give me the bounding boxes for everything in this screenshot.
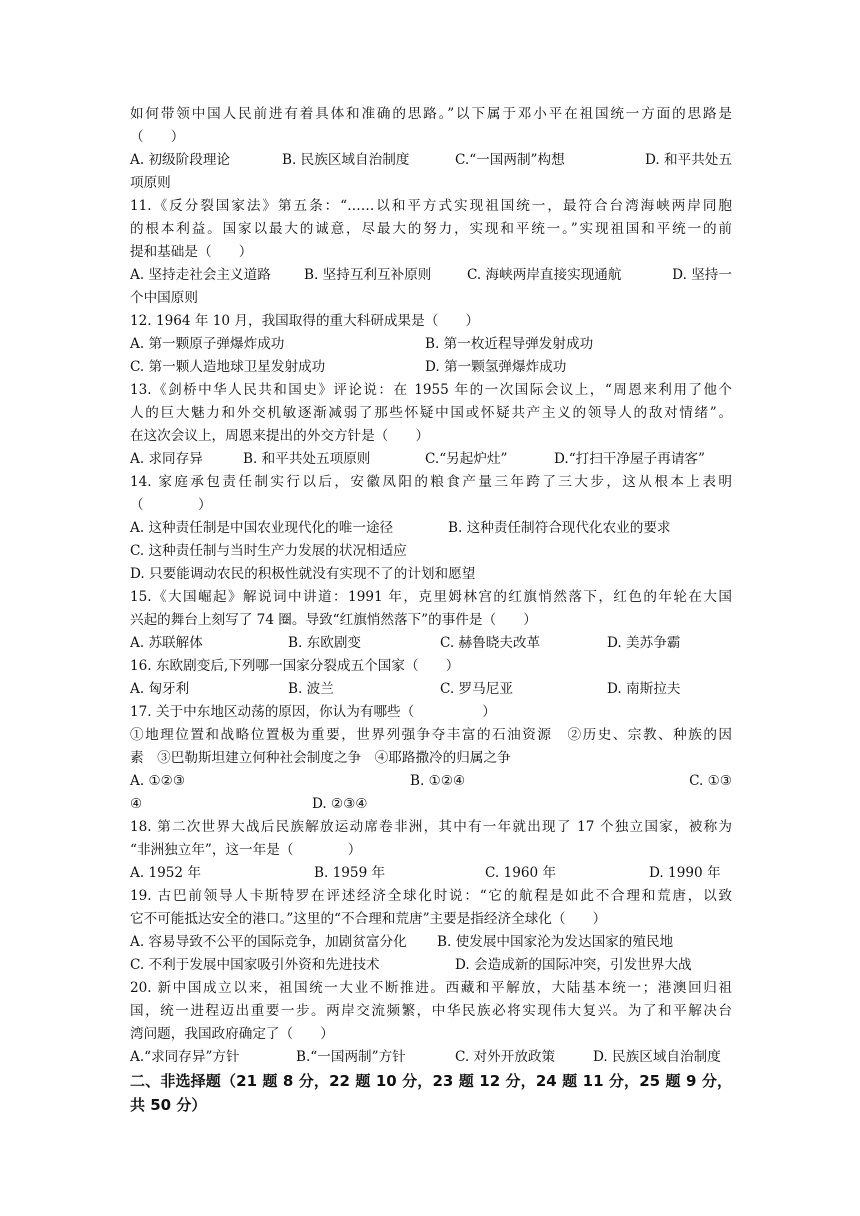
- question-stem-line: 湾问题，我国政府确定了（ ）: [130, 1026, 334, 1042]
- option-d: D. 南斯拉夫: [607, 681, 681, 697]
- option-a: A. 匈牙利: [130, 681, 190, 697]
- question-stem-line: 素 ③巴勒斯坦建立何种社会制度之争 ④耶路撒冷的归属之争: [130, 750, 511, 766]
- option-a: A. 1952 年: [130, 865, 201, 881]
- question-stem-line: 18. 第二次世界大战后民族解放运动席卷非洲，其中有一年就出现了 17 个独立国家，被称为: [130, 819, 732, 835]
- question-12: [130, 310, 732, 379]
- question-stem-line: 15.《大国崛起》解说词中讲道：1991 年，克里姆林宫的红旗悄然落下，红色的年轮在大国: [130, 589, 732, 605]
- question-stem-line: 14. 家庭承包责任制实行以后，安徽凤阳的粮食产量三年跨了三大步，这从根本上表明: [130, 474, 732, 490]
- question-stem-line: 13.《剑桥中华人民共和国史》评论说：在 1955 年的一次国际会议上，“周恩来利用了他个: [130, 382, 732, 398]
- options-row: [130, 264, 732, 287]
- option-b: B. 坚持互利互补原则: [304, 267, 432, 283]
- options-row: [130, 678, 732, 701]
- option-c: C.“另起炉灶”: [425, 451, 508, 467]
- question-stem-line: ①地理位置和战略位置极为重要，世界列强争夺丰富的石油资源 ②历史、宗教、种族的因: [130, 727, 732, 743]
- section-heading-line: 二、非选择题（21 题 8 分，22 题 10 分，23 题 12 分，24 题 11 分，25 题 9 分，: [130, 1072, 732, 1090]
- options-row: [130, 931, 732, 954]
- section-heading: [130, 1070, 732, 1117]
- option-b: B. 1959 年: [314, 865, 386, 881]
- question-16: [130, 655, 732, 701]
- option-c: C. 1960 年: [485, 865, 557, 881]
- options-row: [130, 862, 732, 885]
- question-10: [130, 103, 732, 195]
- option-c: C. 第一颗人造地球卫星发射成功: [130, 359, 326, 375]
- option-b: B. 这种责任制符合现代化农业的要求: [448, 520, 671, 536]
- option-a: A. 坚持走社会主义道路: [130, 267, 271, 283]
- option-c: C. ①③: [689, 773, 732, 789]
- option-c: C. 海峡两岸直接实现通航: [467, 267, 622, 283]
- option-c: C.“一国两制”构想: [455, 152, 565, 168]
- options-row: [130, 149, 732, 172]
- option-b: B. 使发展中国家沦为发达国家的殖民地: [437, 934, 674, 950]
- option-b: B. 东欧剧变: [288, 635, 362, 651]
- option-a: A. 第一颗原子弹爆炸成功: [130, 336, 285, 352]
- option-c: C. 罗马尼亚: [440, 681, 513, 697]
- question-stem-line: 国，统一进程迈出重要一步。两岸交流频繁，中华民族必将实现伟大复兴。为了和平解决台: [130, 1003, 732, 1019]
- option-c: C. 赫鲁晓夫改革: [440, 635, 541, 651]
- option-a: A.“求同存异”方针: [130, 1049, 240, 1065]
- option-b: B. 民族区域自治制度: [282, 152, 410, 168]
- question-stem-line: 兴起的舞台上刻写了 74 圈。导致“红旗悄然落下”的事件是（ ）: [130, 612, 537, 628]
- question-list: [130, 103, 732, 1117]
- question-stem-line: 20. 新中国成立以来，祖国统一大业不断推进。西藏和平解放，大陆基本统一；港澳回归祖: [130, 980, 732, 996]
- options-row: [130, 770, 732, 793]
- question-14: [130, 471, 732, 586]
- option-d: D. 1990 年: [649, 865, 721, 881]
- option-d: D. 和平共处五: [644, 152, 732, 168]
- option-d: D. 只要能调动农民的积极性就没有实现不了的计划和愿望: [130, 566, 476, 582]
- option-a: A. 初级阶段理论: [130, 152, 231, 168]
- option-d: D. 会造成新的国际冲突，引发世界大战: [455, 957, 692, 973]
- option-a: A. 求同存异: [130, 451, 203, 467]
- option-b: B. ①②④: [410, 773, 466, 789]
- question-20: [130, 977, 732, 1069]
- question-19: [130, 885, 732, 977]
- question-stem-line: 在这次会议上，周恩来提出的外交方针是（ ）: [130, 428, 430, 444]
- option-a: A. 这种责任制是中国农业现代化的唯一途径: [130, 520, 394, 536]
- option-d-continued: 个中国原则: [130, 290, 198, 306]
- option-d: D. 第一颗氢弹爆炸成功: [425, 359, 567, 375]
- question-stem-line: 人的巨大魅力和外交机敏逐渐减弱了那些怀疑中国或怀疑共产主义的领导人的敌对情绪”。: [130, 405, 732, 421]
- question-stem-line: “非洲独立年”，这一年是（ ）: [130, 842, 362, 858]
- options-row: [130, 517, 732, 540]
- question-15: [130, 586, 732, 655]
- option-c: C. 对外开放政策: [455, 1049, 556, 1065]
- question-13: [130, 379, 732, 471]
- options-row: [130, 448, 732, 471]
- option-c-continued: ④: [130, 796, 143, 812]
- question-stem-line: 的根本利益。国家以最大的诚意，尽最大的努力，实现和平统一。”实现祖国和平统一的前: [130, 221, 732, 237]
- option-c: C. 不利于发展中国家吸引外资和先进技术: [130, 957, 380, 973]
- option-b: B. 波兰: [288, 681, 334, 697]
- option-b: B. 和平共处五项原则: [243, 451, 371, 467]
- option-d: D. 美苏争霸: [607, 635, 681, 651]
- question-stem-line: 19. 古巴前领导人卡斯特罗在评述经济全球化时说：“它的航程是如此不合理和荒唐，以致: [130, 888, 732, 904]
- options-row: [130, 356, 732, 379]
- option-c: C. 这种责任制与当时生产力发展的状况相适应: [130, 543, 407, 559]
- option-b: B.“一国两制”方针: [296, 1049, 406, 1065]
- question-stem-line: 12. 1964 年 10 月，我国取得的重大科研成果是（ ）: [130, 313, 480, 329]
- question-stem-line: 它不可能抵达安全的港口。”这里的“不合理和荒唐”主要是指经济全球化（ ）: [130, 911, 607, 927]
- option-d: D. 民族区域自治制度: [593, 1049, 721, 1065]
- options-row: [130, 954, 732, 977]
- options-row: [130, 632, 732, 655]
- question-18: [130, 816, 732, 885]
- option-b: B. 第一枚近程导弹发射成功: [425, 336, 594, 352]
- option-d: D. 坚持一: [672, 267, 732, 283]
- option-d-continued: 项原则: [130, 175, 171, 191]
- options-row: [130, 333, 732, 356]
- question-stem-line: 如何带领中国人民前进有着具体和准确的思路。”以下属于邓小平在祖国统一方面的思路是: [130, 106, 732, 122]
- option-a: A. ①②③: [130, 773, 186, 789]
- option-d: D. ②③④: [312, 796, 368, 812]
- option-a: A. 容易导致不公平的国际竞争，加剧贫富分化: [130, 934, 407, 950]
- question-11: [130, 195, 732, 310]
- answer-bracket: （ ）: [130, 129, 185, 145]
- question-17: [130, 701, 732, 816]
- answer-bracket: （ ）: [130, 497, 212, 513]
- question-stem-line: 17. 关于中东地区动荡的原因，你认为有哪些（ ）: [130, 704, 496, 720]
- option-d: D.“打扫干净屋子再请客”: [554, 451, 705, 467]
- question-stem-line: 16. 东欧剧变后,下列哪一国家分裂成五个国家（ ）: [130, 658, 460, 674]
- question-stem-line: 提和基础是（ ）: [130, 244, 253, 260]
- options-row: [130, 1046, 732, 1069]
- question-stem-line: 11.《反分裂国家法》第五条：“……以和平方式实现祖国统一，最符合台湾海峡两岸同胞: [130, 198, 732, 214]
- option-a: A. 苏联解体: [130, 635, 203, 651]
- options-row: [130, 793, 732, 816]
- section-heading-line: 共 50 分）: [130, 1096, 207, 1114]
